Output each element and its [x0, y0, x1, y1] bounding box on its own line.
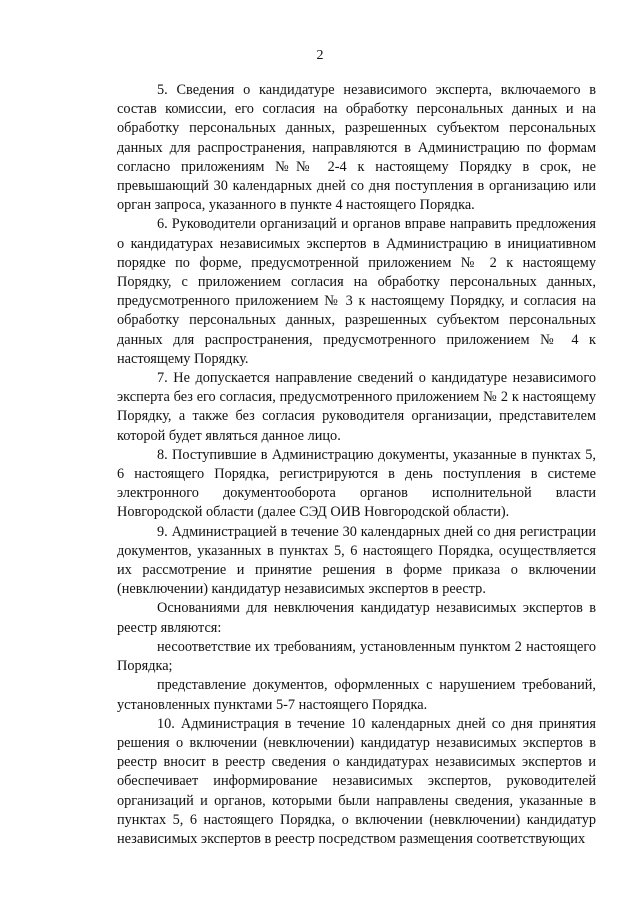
paragraph-item-6: 6. Руководители организаций и органов вправе направить предложения о кандидатурах независимых экспертов в Администрацию в инициативном порядке по форме, предусмотренной приложением № 2 к настоящему Порядку, с приложением согласия на обработку персональных данных, предусмотренного приложением № 3 к настоящему Порядку, и согласия на обработку персональных данных, разрешенных субъектом персональных данных для распространения, предусмотренного приложением № 4 к настоящему Порядку.	[117, 216, 596, 367]
page-number: 2	[316, 48, 324, 63]
paragraph-item-7: 7. Не допускается направление сведений о кандидатуре независимого эксперта без его согласия, предусмотренного приложением № 2 к настоящему Порядку, а также без согласия руководителя организации, представителем которой будет являться данное лицо.	[117, 370, 596, 444]
document-body	[117, 81, 596, 849]
paragraph-grounds-intro: Основаниями для невключения кандидатур независимых экспертов в реестр являются:	[117, 600, 596, 636]
paragraph-item-10: 10. Администрация в течение 10 календарных дней со дня принятия решения о включении (невключении) кандидатур независимых экспертов в реестр вносит в реестр сведения о кандидатурах независимых экспертов и обеспечивает информирование независимых экспертов, руководителей организаций и органов, которыми были направлены сведения, указанные в пунктах 5, 6 настоящего Порядка, о включении (невключении) кандидатур независимых экспертов в реестр посредством размещения соответствующих	[117, 715, 596, 847]
paragraph-ground-1: несоответствие их требованиям, установленным пунктом 2 настоящего Порядка;	[117, 638, 596, 675]
paragraph-item-9: 9. Администрацией в течение 30 календарных дней со дня регистрации документов, указанных в пунктах 5, 6 настоящего Порядка, осуществляется их рассмотрение и принятие решения в форме приказа о включении (невключении) кандидатур независимых экспертов в реестр.	[117, 523, 596, 598]
paragraph-ground-2: представление документов, оформленных с нарушением требований, установленных пунктами 5-7 настоящего Порядка.	[117, 677, 596, 713]
paragraph-item-8: 8. Поступившие в Администрацию документы, указанные в пунктах 5, 6 настоящего Порядка, регистрируются в день поступления в системе электронного документооборота органов исполнительной власти Новгородской области (далее СЭД ОИВ Новгородской области).	[117, 446, 596, 521]
paragraph-item-5: 5. Сведения о кандидатуре независимого эксперта, включаемого в состав комиссии, его согласия на обработку персональных данных и на обработку персональных данных, разрешенных субъектом персональных данных для распространения, направляются в Администрацию по формам согласно приложениям №№ 2-4 к настоящему Порядку в срок, не превышающий 30 календарных дней со дня поступления в организацию или орган запроса, указанного в пункте 4 настоящего Порядка.	[117, 82, 596, 214]
